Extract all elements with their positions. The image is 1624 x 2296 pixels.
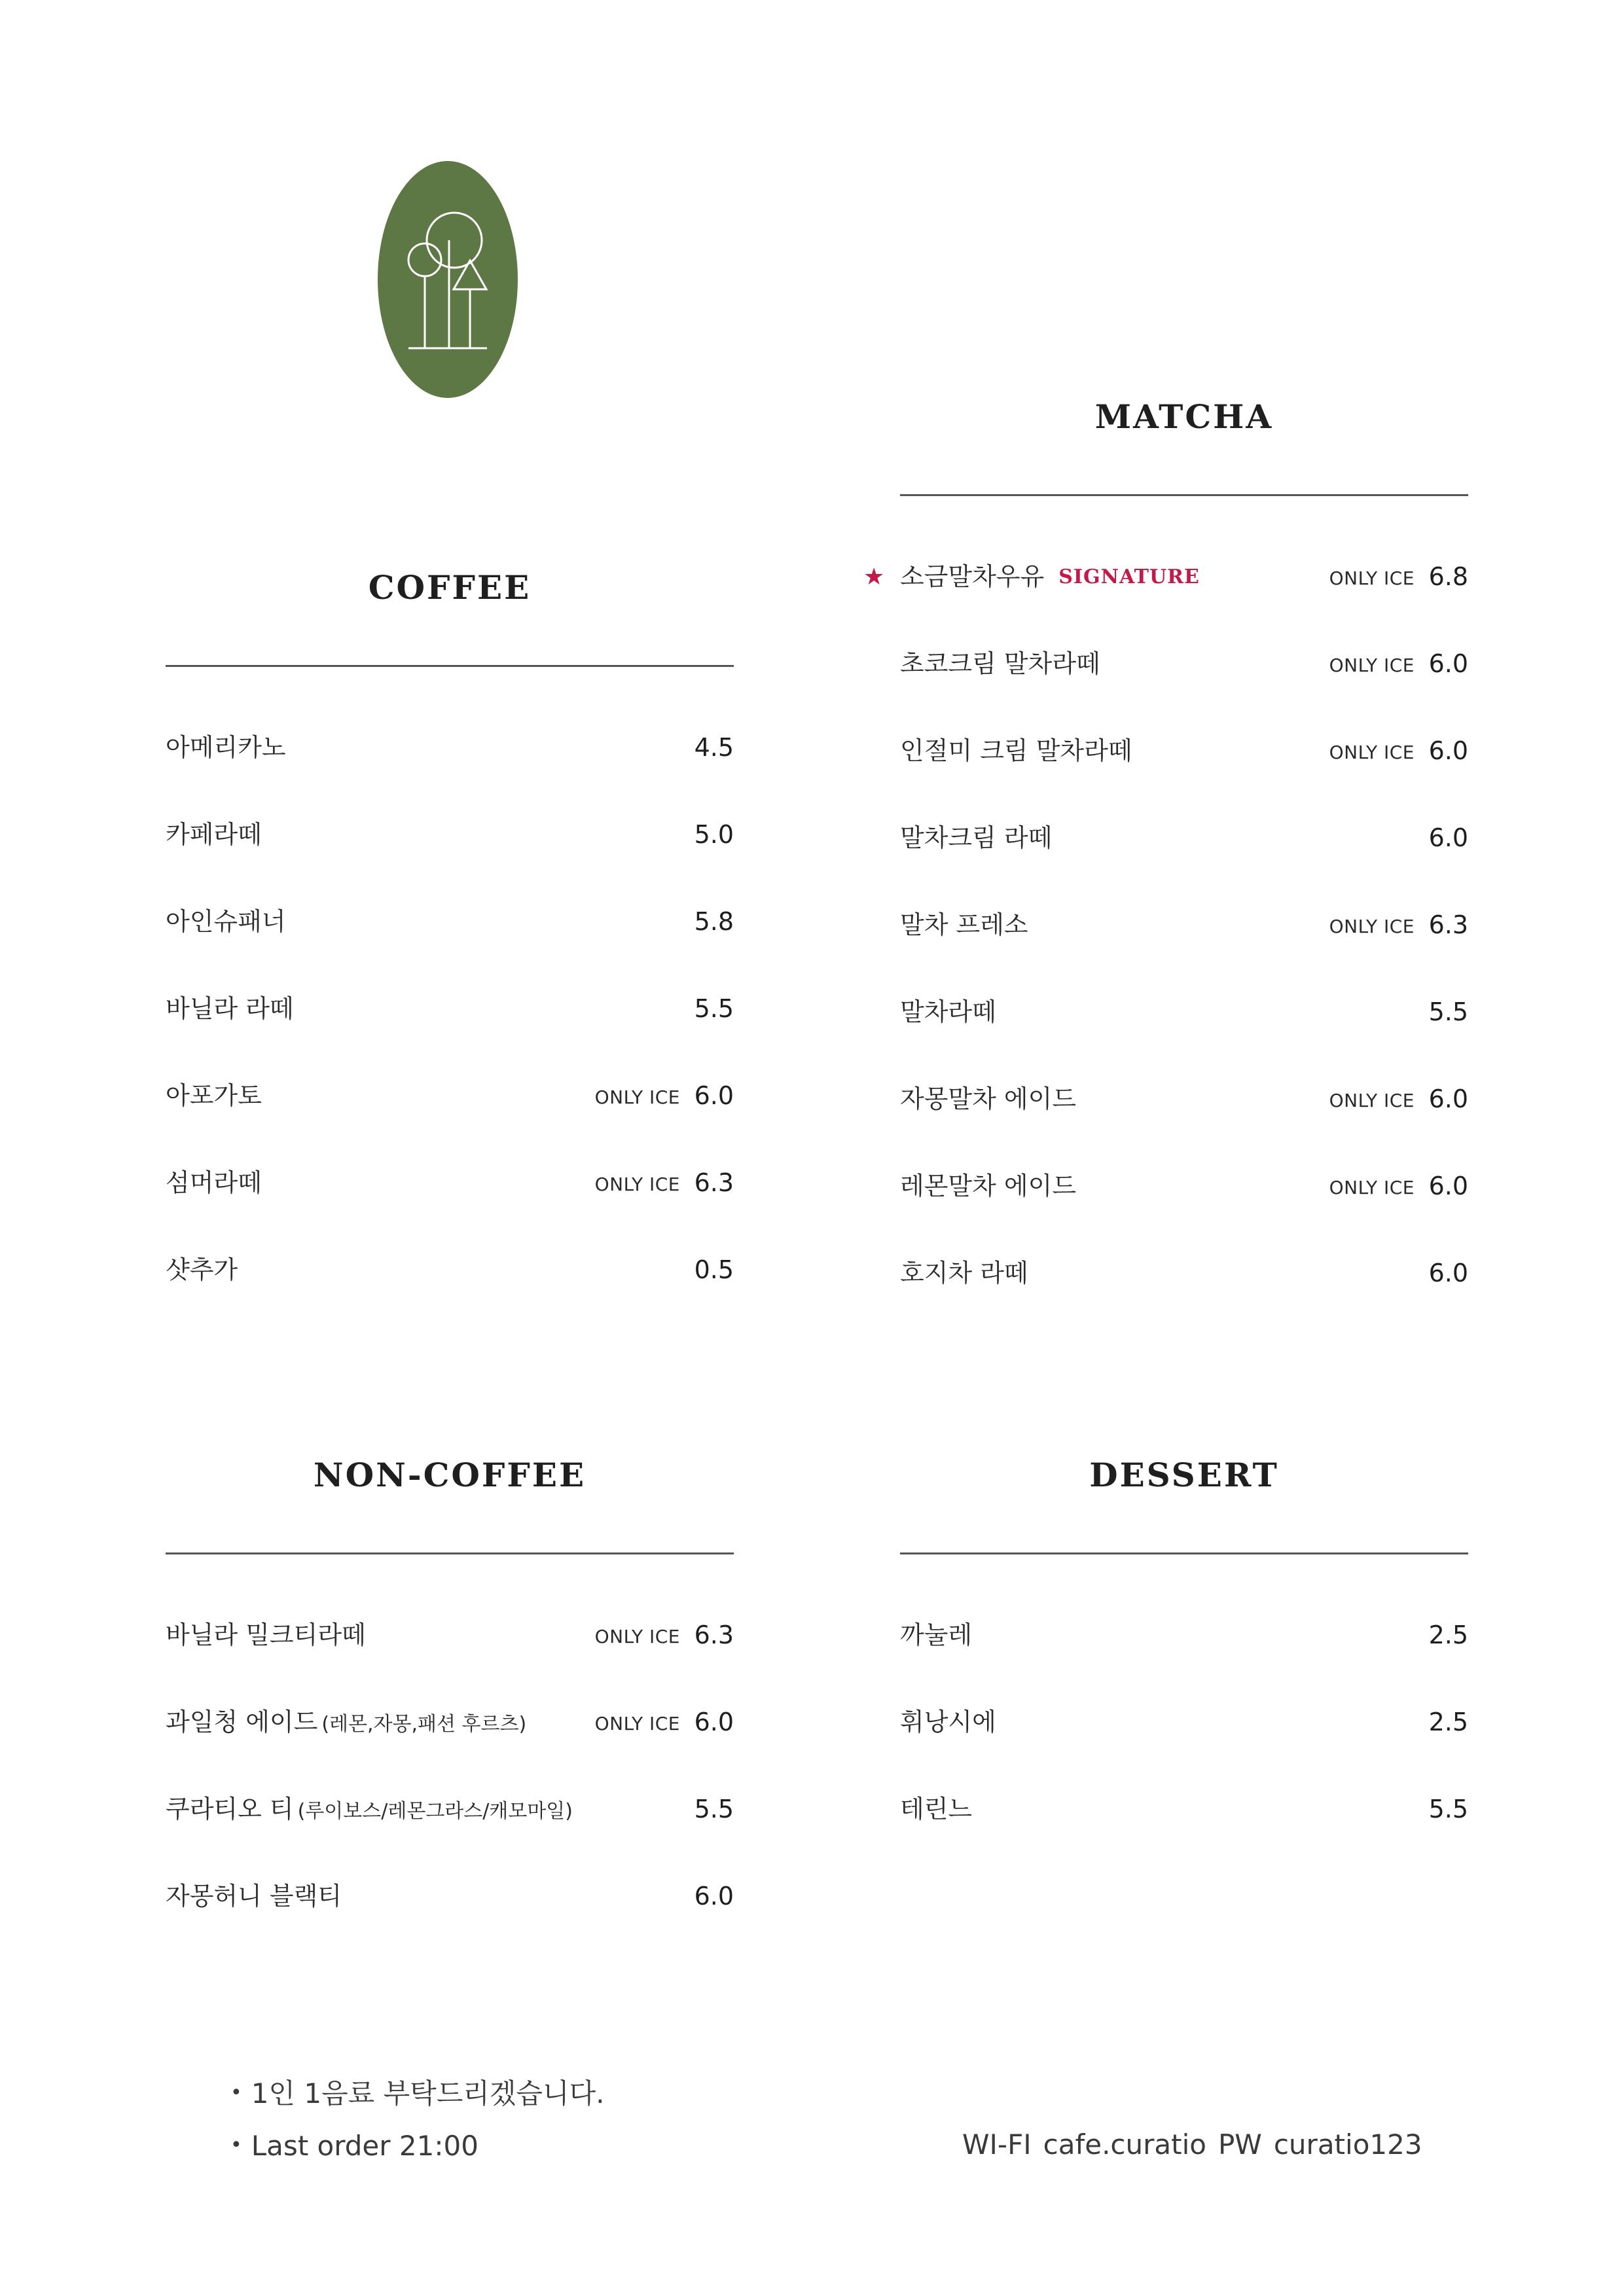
cafe-logo-icon bbox=[378, 161, 518, 398]
coffee-divider bbox=[166, 665, 734, 667]
item-price: 6.3 bbox=[1428, 910, 1468, 939]
only-ice-tag: ONLY ICE bbox=[594, 1174, 680, 1195]
item-price: 4.5 bbox=[694, 733, 734, 762]
wifi-ssid: cafe.curatio bbox=[1043, 2128, 1206, 2161]
item-name bbox=[166, 1797, 573, 1821]
item-name-text: 소금말차우유 bbox=[900, 562, 1045, 591]
only-ice-tag: ONLY ICE bbox=[1329, 916, 1415, 937]
wifi-label: WI-FI bbox=[962, 2128, 1032, 2161]
item-name: 아포가토 bbox=[166, 1081, 262, 1110]
menu-item bbox=[900, 1174, 1468, 1261]
only-ice-tag: ONLY ICE bbox=[594, 1713, 680, 1734]
item-price: 6.0 bbox=[694, 1708, 734, 1736]
menu-item bbox=[900, 825, 1468, 912]
menu-item bbox=[900, 1710, 1468, 1797]
menu-item bbox=[166, 735, 734, 822]
menu-item bbox=[166, 1884, 734, 1971]
non-coffee-divider bbox=[166, 1552, 734, 1554]
matcha-divider bbox=[900, 494, 1468, 496]
only-ice-tag: ONLY ICE bbox=[1329, 1090, 1415, 1111]
note-last-order bbox=[230, 2132, 605, 2185]
bullet-icon: • bbox=[230, 2081, 242, 2104]
star-icon: ★ bbox=[863, 564, 885, 590]
item-price: 6.0 bbox=[1428, 1085, 1468, 1113]
menu-item bbox=[166, 1170, 734, 1257]
item-name: 바닐라 라떼 bbox=[166, 994, 294, 1023]
only-ice-tag: ONLY ICE bbox=[1329, 1177, 1415, 1198]
only-ice-tag: ONLY ICE bbox=[1329, 655, 1415, 676]
menu-item bbox=[900, 999, 1468, 1086]
non-coffee-title: NON-COFFEE bbox=[313, 1456, 586, 1494]
menu-item bbox=[166, 1797, 734, 1884]
item-name-text: 과일청 에이드 bbox=[166, 1708, 318, 1736]
item-price: 5.5 bbox=[1428, 1795, 1468, 1823]
item-name: 아메리카노 bbox=[166, 733, 286, 762]
wifi-info bbox=[962, 2128, 1434, 2161]
item-name: 말차 프레소 bbox=[900, 910, 1028, 939]
item-name: 레몬말차 에이드 bbox=[900, 1172, 1077, 1200]
item-price: 2.5 bbox=[1428, 1621, 1468, 1649]
item-price: 0.5 bbox=[694, 1255, 734, 1284]
item-name: 카페라떼 bbox=[166, 820, 262, 849]
only-ice-tag: ONLY ICE bbox=[1329, 567, 1415, 589]
item-name bbox=[166, 1710, 526, 1734]
item-price: 6.0 bbox=[694, 1882, 734, 1910]
item-price: 6.0 bbox=[1428, 1172, 1468, 1200]
menu-item bbox=[900, 651, 1468, 738]
bullet-icon: • bbox=[230, 2134, 242, 2157]
item-price: 6.3 bbox=[694, 1621, 734, 1649]
item-price: 2.5 bbox=[1428, 1708, 1468, 1736]
item-price: 6.0 bbox=[1428, 736, 1468, 765]
dessert-title: DESSERT bbox=[1089, 1456, 1279, 1494]
item-note: (루이보스/레몬그라스/캐모마일) bbox=[297, 1800, 573, 1823]
menu-item bbox=[166, 1083, 734, 1170]
note-text: Last order 21:00 bbox=[251, 2130, 478, 2162]
item-name: 바닐라 밀크티라떼 bbox=[166, 1621, 366, 1649]
only-ice-tag: ONLY ICE bbox=[594, 1086, 680, 1108]
item-price: 6.8 bbox=[1428, 562, 1468, 591]
menu-item bbox=[166, 1623, 734, 1710]
item-name: 자몽말차 에이드 bbox=[900, 1085, 1077, 1113]
coffee-title: COFFEE bbox=[368, 568, 532, 607]
item-name-text: 쿠라티오 티 bbox=[166, 1795, 294, 1823]
item-price: 5.5 bbox=[694, 994, 734, 1023]
item-name bbox=[900, 564, 1200, 589]
item-name: 휘낭시에 bbox=[900, 1708, 996, 1736]
matcha-title: MATCHA bbox=[1094, 397, 1274, 436]
dessert-divider bbox=[900, 1552, 1468, 1554]
menu-item bbox=[900, 1797, 1468, 1884]
pw-value: curatio123 bbox=[1273, 2128, 1422, 2161]
item-name: 샷추가 bbox=[166, 1255, 238, 1284]
item-name: 아인슈패너 bbox=[166, 907, 286, 936]
item-name: 테린느 bbox=[900, 1795, 973, 1823]
note-text: 1인 1음료 부탁드리겠습니다. bbox=[251, 2077, 605, 2109]
item-price: 6.0 bbox=[1428, 1259, 1468, 1287]
item-note: (레몬,자몽,패션 후르츠) bbox=[321, 1713, 527, 1736]
menu-item bbox=[900, 1261, 1468, 1348]
menu-item bbox=[166, 822, 734, 909]
pw-label: PW bbox=[1218, 2128, 1262, 2161]
item-name: 인절미 크림 말차라떼 bbox=[900, 736, 1132, 765]
menu-item bbox=[166, 996, 734, 1083]
item-name: 호지차 라떼 bbox=[900, 1259, 1028, 1287]
item-price: 6.0 bbox=[694, 1081, 734, 1110]
item-price: 5.8 bbox=[694, 907, 734, 936]
item-name: 까눌레 bbox=[900, 1621, 973, 1649]
note-one-drink bbox=[230, 2077, 605, 2132]
menu-item bbox=[900, 1623, 1468, 1710]
item-price: 6.3 bbox=[694, 1168, 734, 1197]
signature-label: SIGNATURE bbox=[1058, 565, 1200, 588]
menu-item bbox=[900, 1086, 1468, 1174]
menu-item bbox=[166, 1710, 734, 1797]
footer-notes bbox=[230, 2077, 605, 2185]
item-name: 말차크림 라떼 bbox=[900, 823, 1053, 852]
menu-item bbox=[166, 909, 734, 996]
item-price: 6.0 bbox=[1428, 649, 1468, 678]
item-price: 6.0 bbox=[1428, 823, 1468, 852]
item-price: 5.5 bbox=[1428, 997, 1468, 1026]
item-price: 5.5 bbox=[694, 1795, 734, 1823]
menu-item bbox=[900, 912, 1468, 999]
item-name: 초코크림 말차라떼 bbox=[900, 649, 1100, 678]
item-name: 말차라떼 bbox=[900, 997, 996, 1026]
menu-item bbox=[900, 738, 1468, 825]
menu-item-signature bbox=[863, 562, 1468, 651]
only-ice-tag: ONLY ICE bbox=[1329, 742, 1415, 763]
only-ice-tag: ONLY ICE bbox=[594, 1626, 680, 1647]
item-name: 자몽허니 블랙티 bbox=[166, 1882, 342, 1910]
menu-item bbox=[166, 1257, 734, 1344]
item-name: 섬머라떼 bbox=[166, 1168, 262, 1197]
item-price: 5.0 bbox=[694, 820, 734, 849]
